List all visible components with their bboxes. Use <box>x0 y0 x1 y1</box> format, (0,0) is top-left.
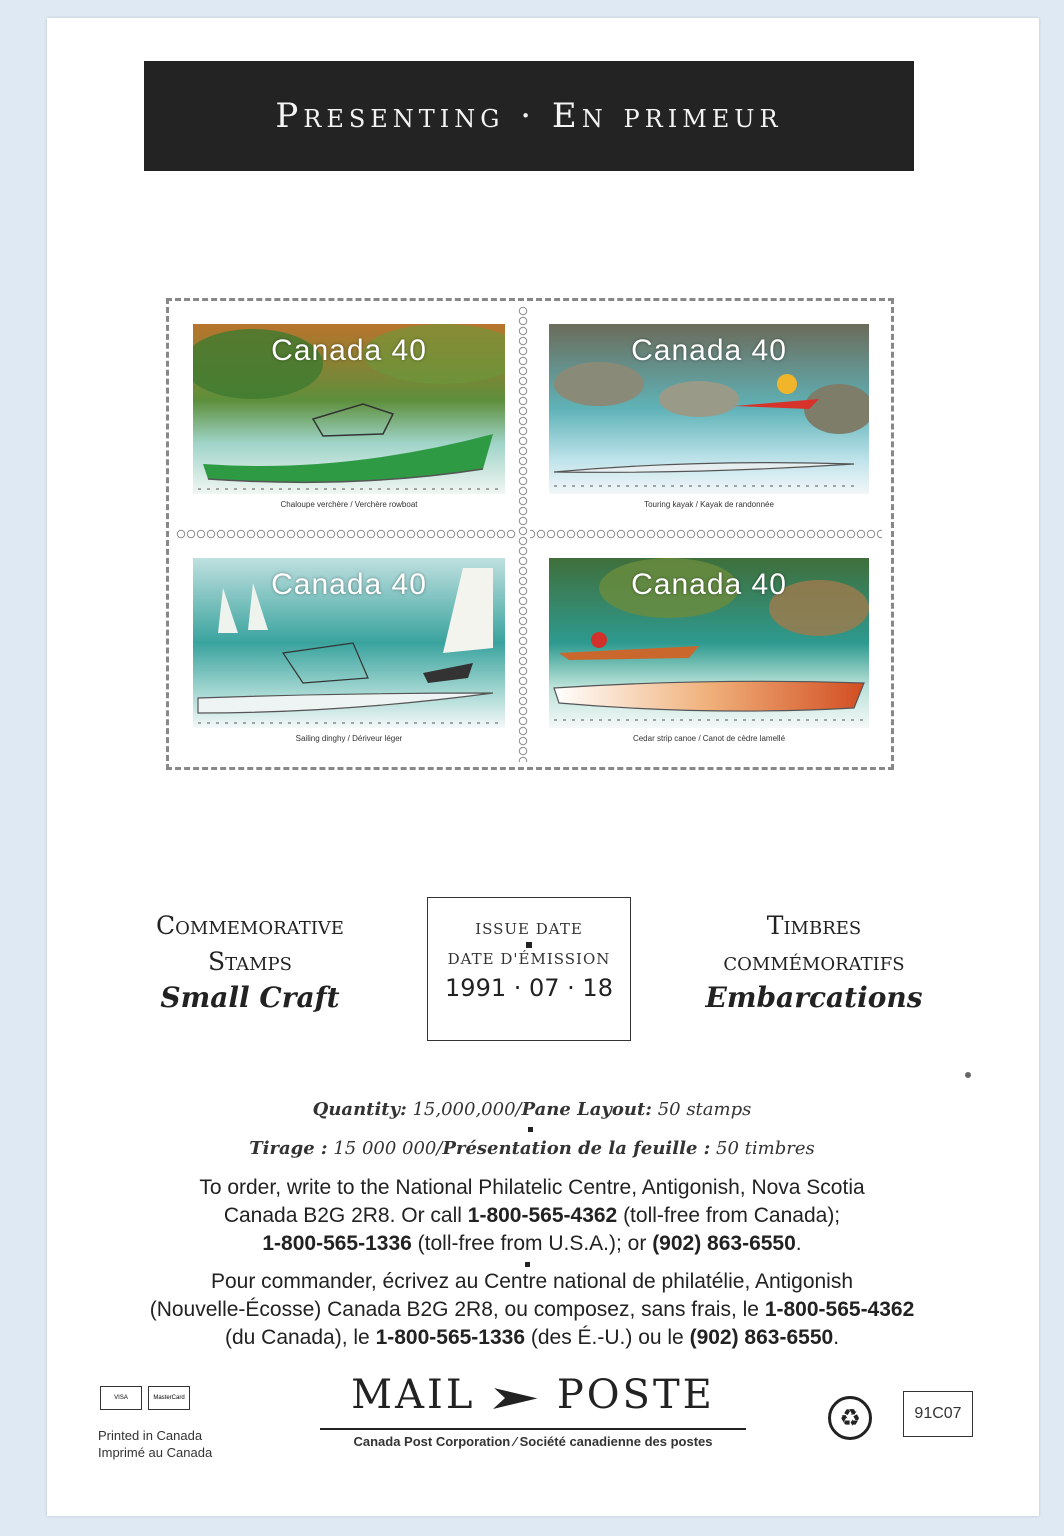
french-line2: commémoratifs <box>723 947 905 976</box>
print-speck <box>965 1072 971 1078</box>
canada-post-corporation: Canada Post Corporation ⁄ Société canadienne des postes <box>353 1434 713 1449</box>
phone-canada[interactable]: 1-800-565-4362 <box>467 1204 618 1227</box>
order-en-line2-end: (toll-free from Canada); <box>617 1204 841 1227</box>
english-line2: Stamps <box>207 947 293 976</box>
english-title-block <box>100 908 400 1016</box>
quantity-line-fr <box>100 1138 964 1159</box>
order-fr-line1: Pour commander, écrivez au Centre national de philatélie, Antigonish <box>210 1270 854 1293</box>
quantity-value: 15,000,000/ <box>412 1099 522 1120</box>
pane-layout-value: 50 stamps <box>657 1099 752 1120</box>
stamp-art-rowboat <box>193 324 505 494</box>
french-line1: Timbres <box>766 911 862 940</box>
tirage-label: Tirage : <box>249 1138 328 1159</box>
stamp-canoe <box>549 558 869 754</box>
order-fr-line3-mid: (des É.-U.) ou le <box>525 1326 690 1349</box>
stamp-value: 40 <box>751 568 787 601</box>
order-text-fr <box>120 1268 944 1352</box>
separator-dot <box>525 1262 530 1267</box>
stamp-value: 40 <box>391 568 427 601</box>
banner-title: Presenting · En primeur <box>275 96 783 136</box>
stamp-caption: Cedar strip canoe / Canot de cèdre lamellé <box>632 734 786 743</box>
separator-dot <box>526 942 532 948</box>
order-fr-line3-end: . <box>833 1326 840 1349</box>
stamp-art-kayak <box>549 324 869 494</box>
order-en-line1: To order, write to the National Philatelic Centre, Antigonish, Nova Scotia <box>199 1176 865 1199</box>
stamp-art-canoe <box>549 558 869 728</box>
issue-date-label-en: ISSUE DATE <box>475 920 583 938</box>
order-en-line2: Canada B2G 2R8. Or call <box>223 1204 468 1227</box>
issue-date-label-fr: DATE D'ÉMISSION <box>447 950 611 968</box>
stamp-caption: Chaloupe verchère / Verchère rowboat <box>280 500 418 509</box>
product-code <box>903 1391 973 1437</box>
logo-arrow-icon <box>491 1372 557 1418</box>
stamp-dinghy <box>193 558 505 754</box>
logo-mail: MAIL <box>351 1372 476 1418</box>
stamp-caption: Sailing dinghy / Dériveur léger <box>295 734 403 743</box>
english-stamp-title: Small Craft <box>160 981 340 1014</box>
tirage-value: 15 000 000/ <box>333 1138 443 1159</box>
french-title-block <box>664 908 964 1016</box>
phone-usa[interactable]: 1-800-565-1336 <box>262 1232 412 1255</box>
phone-local[interactable]: (902) 863-6550 <box>652 1232 796 1255</box>
issue-date-box <box>427 897 631 1041</box>
logo-poste: POSTE <box>556 1372 715 1418</box>
mastercard-label: MasterCard <box>153 1395 185 1401</box>
order-fr-line2: (Nouvelle-Écosse) Canada B2G 2R8, ou composez, sans frais, le <box>149 1298 765 1321</box>
quantity-line-en <box>100 1099 964 1120</box>
pane-layout-label: Pane Layout: <box>521 1099 652 1120</box>
french-stamp-title: Embarcations <box>705 981 923 1014</box>
stamp-rowboat <box>193 324 505 520</box>
visa-label: VISA <box>114 1395 128 1401</box>
stamp-kayak <box>549 324 869 520</box>
mail-poste-logo <box>320 1372 746 1418</box>
visa-card-icon <box>100 1386 142 1410</box>
quantity-label: Quantity: <box>312 1099 407 1120</box>
mastercard-icon <box>148 1386 190 1410</box>
phone-local-fr[interactable]: (902) 863-6550 <box>689 1326 834 1349</box>
stamp-country: Canada <box>271 334 383 367</box>
english-line1: Commemorative <box>156 911 344 940</box>
logo-underline <box>320 1428 746 1430</box>
order-en-line3: (toll-free from U.S.A.); or <box>411 1232 653 1255</box>
header-banner <box>144 61 914 171</box>
printed-fr: Imprimé au Canada <box>98 1445 213 1460</box>
presentation-value: 50 timbres <box>716 1138 815 1159</box>
presentation-label: Présentation de la feuille : <box>442 1138 711 1159</box>
stamp-value: 40 <box>751 334 787 367</box>
stamp-country: Canada <box>631 334 743 367</box>
vertical-perforation <box>516 306 530 762</box>
order-fr-line3: (du Canada), le <box>224 1326 376 1349</box>
issue-date-value: 1991 · 07 · 18 <box>445 974 613 1002</box>
order-en-line3-end: . <box>795 1232 802 1255</box>
printed-en: Printed in Canada <box>98 1428 203 1443</box>
product-code-text: 91C07 <box>914 1405 962 1422</box>
stamp-country: Canada <box>631 568 743 601</box>
separator-dot <box>528 1127 533 1132</box>
order-text-en <box>120 1174 944 1258</box>
stamp-art-dinghy <box>193 558 505 728</box>
stamp-country: Canada <box>271 568 383 601</box>
phone-canada-fr[interactable]: 1-800-565-4362 <box>764 1298 915 1321</box>
phone-usa-fr[interactable]: 1-800-565-1336 <box>375 1326 526 1349</box>
stamp-caption: Touring kayak / Kayak de randonnée <box>644 500 774 509</box>
payment-cards <box>100 1386 190 1410</box>
stamp-value: 40 <box>391 334 427 367</box>
printed-in-canada <box>98 1427 212 1461</box>
recycle-icon: ♻ <box>828 1396 872 1440</box>
